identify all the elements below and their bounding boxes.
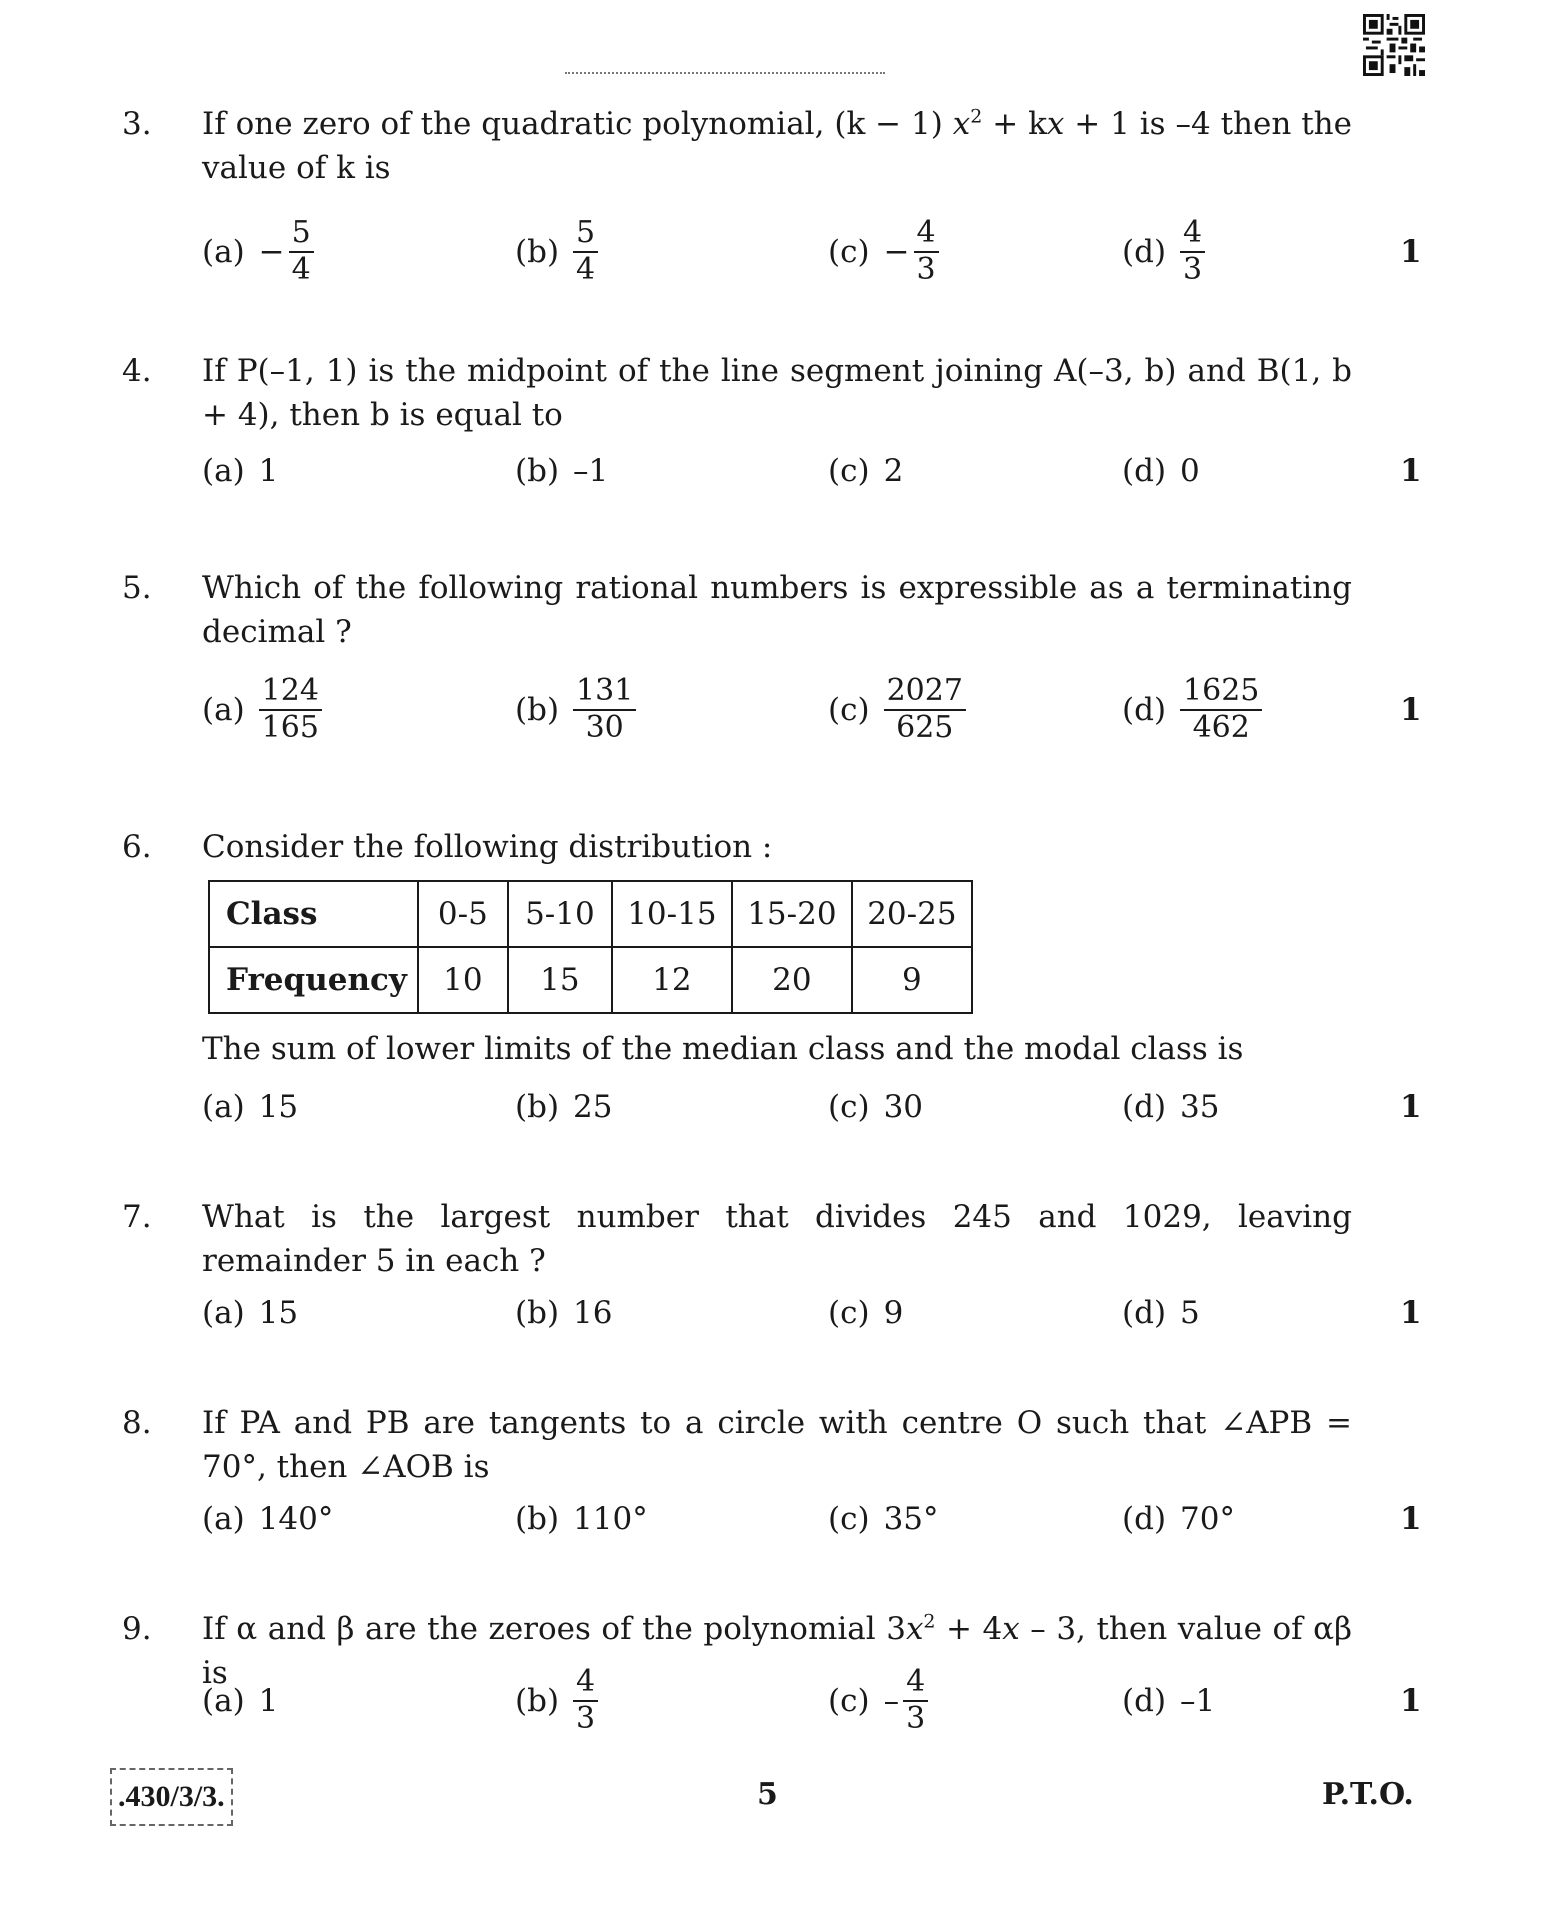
options-row xyxy=(0,1085,1547,1129)
fraction: $\frac{131}{30}$ xyxy=(573,676,636,743)
frequency-cell: 15 xyxy=(508,947,612,1013)
pto-label: P.T.O. xyxy=(1322,1777,1414,1812)
fraction: $\frac{124}{165}$ xyxy=(259,676,322,743)
option-c: (c) − $\frac{4}{3}$ xyxy=(828,214,939,290)
option-a: (a) 15 xyxy=(202,1295,299,1331)
paper-code: .430/3/3. xyxy=(110,1768,233,1826)
option-c: (c) 30 xyxy=(828,1089,924,1125)
class-cell: 20-25 xyxy=(852,881,972,947)
question-text: If α and β are the zeroes of the polynomial $3x^2 + 4x - 3$, then value of αβ is xyxy=(202,1610,1352,1691)
options-row xyxy=(0,1663,1547,1739)
question-text: Which of the following rational numbers is expressible as a terminating decimal ? xyxy=(202,570,1352,650)
question-text: If P(–1, 1) is the midpoint of the line segment joining A(–3, b) and B(1, b + 4), then b is equal to xyxy=(202,353,1352,433)
fraction: $\frac{5}{4}$ xyxy=(289,218,314,285)
option-c: (c) 35° xyxy=(828,1501,939,1537)
options-row xyxy=(0,1497,1547,1541)
table-row xyxy=(209,881,972,947)
fraction: $\frac{4}{3}$ xyxy=(573,1667,598,1734)
question-number: 3. xyxy=(122,106,152,142)
option-a: (a) 140° xyxy=(202,1501,334,1537)
frequency-cell: 20 xyxy=(732,947,852,1013)
option-d: (d) 70° xyxy=(1122,1501,1235,1537)
options-row xyxy=(0,449,1547,493)
class-cell: 10-15 xyxy=(612,881,732,947)
frequency-cell: 12 xyxy=(612,947,732,1013)
option-b: (b) 110° xyxy=(515,1501,648,1537)
question-number: 7. xyxy=(122,1199,152,1235)
option-c: (c) $\frac{2027}{625}$ xyxy=(828,672,966,748)
option-d: (d) 5 xyxy=(1122,1295,1200,1331)
option-a: (a) $\frac{124}{165}$ xyxy=(202,672,322,748)
question-number: 6. xyxy=(122,829,152,865)
fraction: $\frac{5}{4}$ xyxy=(573,218,598,285)
option-d: (d) 35 xyxy=(1122,1089,1220,1125)
fraction: $\frac{4}{3}$ xyxy=(903,1667,928,1734)
marks: 1 xyxy=(1400,1295,1422,1331)
option-a: (a) 1 xyxy=(202,1683,279,1719)
option-c: (c) 2 xyxy=(828,453,904,489)
options-row xyxy=(0,1291,1547,1335)
page-number: 5 xyxy=(757,1777,778,1812)
question-number: 9. xyxy=(122,1611,152,1647)
header-rule xyxy=(565,72,885,74)
option-a: (a) − $\frac{5}{4}$ xyxy=(202,214,314,290)
question-text: If one zero of the quadratic polynomial, (k − 1) $x^2$ + kx + 1 is –4 then the value of k is xyxy=(202,105,1352,186)
option-b: (b) 16 xyxy=(515,1295,613,1331)
option-a: (a) 1 xyxy=(202,453,279,489)
class-cell: 15-20 xyxy=(732,881,852,947)
option-b: (b) $\frac{4}{3}$ xyxy=(515,1663,598,1739)
distribution-table xyxy=(208,880,973,1014)
option-d: (d) $\frac{1625}{462}$ xyxy=(1122,672,1262,748)
options-row xyxy=(0,214,1547,290)
class-cell: 5-10 xyxy=(508,881,612,947)
option-b: (b) –1 xyxy=(515,453,609,489)
frequency-cell: 10 xyxy=(418,947,508,1013)
option-b: (b) $\frac{5}{4}$ xyxy=(515,214,598,290)
marks: 1 xyxy=(1400,1683,1422,1719)
option-a: (a) 15 xyxy=(202,1089,299,1125)
marks: 1 xyxy=(1400,453,1422,489)
question-text: If PA and PB are tangents to a circle with centre O such that ∠APB = 70°, then ∠AOB is xyxy=(202,1405,1352,1485)
option-d: (d) $\frac{4}{3}$ xyxy=(1122,214,1205,290)
frequency-cell: 9 xyxy=(852,947,972,1013)
option-c: (c) – $\frac{4}{3}$ xyxy=(828,1663,928,1739)
option-d: (d) 0 xyxy=(1122,453,1200,489)
table-row xyxy=(209,947,972,1013)
options-row xyxy=(0,672,1547,748)
question-text: The sum of lower limits of the median class and the modal class is xyxy=(202,1031,1244,1067)
fraction: $\frac{1625}{462}$ xyxy=(1180,676,1262,743)
question-number: 5. xyxy=(122,570,152,606)
option-b: (b) 25 xyxy=(515,1089,613,1125)
marks: 1 xyxy=(1400,1501,1422,1537)
question-number: 8. xyxy=(122,1405,152,1441)
fraction: $\frac{4}{3}$ xyxy=(1180,218,1205,285)
question-text: Consider the following distribution : xyxy=(202,829,773,865)
marks: 1 xyxy=(1400,692,1422,728)
option-b: (b) $\frac{131}{30}$ xyxy=(515,672,636,748)
class-cell: 0-5 xyxy=(418,881,508,947)
qr-code-icon xyxy=(1363,14,1425,76)
fraction: $\frac{2027}{625}$ xyxy=(884,676,966,743)
option-d: (d) –1 xyxy=(1122,1683,1216,1719)
row-header: Class xyxy=(209,881,418,947)
option-c: (c) 9 xyxy=(828,1295,904,1331)
question-text: What is the largest number that divides 245 and 1029, leaving remainder 5 in each ? xyxy=(202,1199,1352,1279)
marks: 1 xyxy=(1400,234,1422,270)
marks: 1 xyxy=(1400,1089,1422,1125)
row-header: Frequency xyxy=(209,947,418,1013)
question-number: 4. xyxy=(122,353,152,389)
fraction: $\frac{4}{3}$ xyxy=(914,218,939,285)
